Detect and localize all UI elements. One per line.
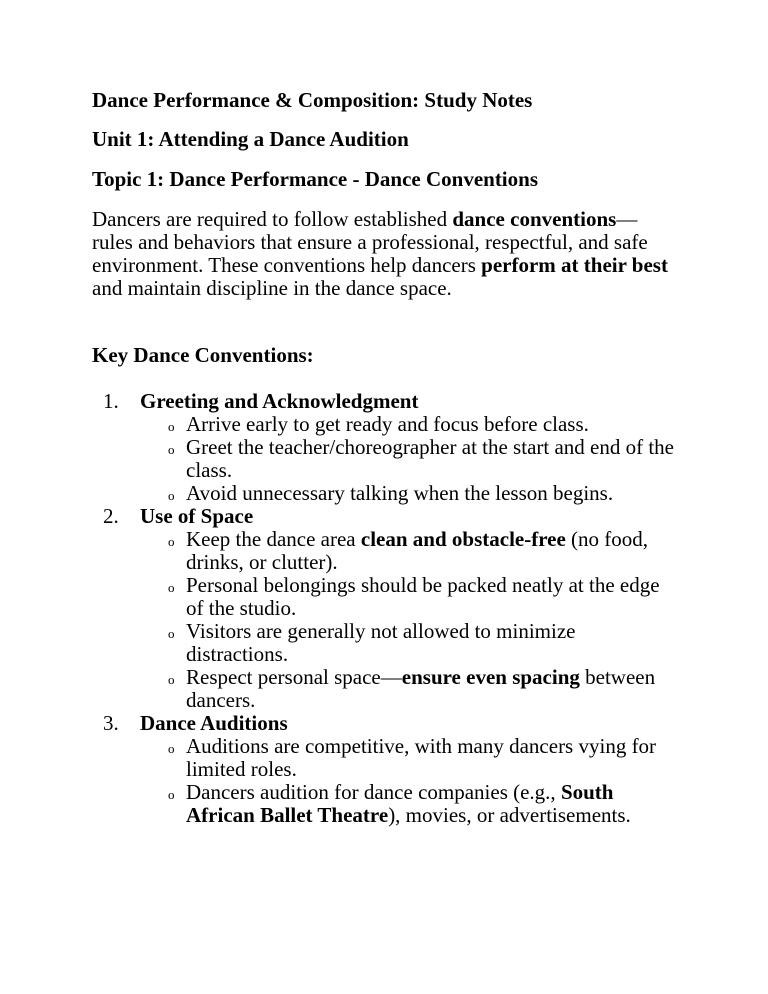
bullet-icon: o bbox=[168, 672, 175, 687]
intro-paragraph bbox=[92, 208, 676, 300]
list-item bbox=[92, 505, 682, 528]
text: Respect personal space— bbox=[186, 665, 402, 689]
text: Auditions are competitive, with many dancers vying for limited roles. bbox=[186, 734, 657, 781]
unit-heading: Unit 1: Attending a Dance Audition bbox=[92, 127, 409, 151]
item-number: 1. bbox=[103, 389, 119, 413]
text: Keep the dance area bbox=[186, 527, 361, 551]
bullet-icon: o bbox=[168, 442, 175, 457]
text: Dancers are required to follow established bbox=[92, 207, 453, 231]
bullet-icon: o bbox=[168, 741, 175, 756]
text: —rules and behaviors that ensure a professional, respectful, and safe environment. These conventions help dancers bbox=[92, 207, 648, 277]
sub-item bbox=[92, 735, 682, 781]
bold-term: South African Ballet Theatre bbox=[186, 780, 614, 827]
item-number: 3. bbox=[103, 711, 119, 735]
item-number: 2. bbox=[103, 504, 119, 528]
bold-term: clean and obstacle-free bbox=[360, 527, 566, 551]
sub-item bbox=[92, 574, 682, 620]
list-item bbox=[92, 390, 682, 413]
sub-item bbox=[92, 666, 682, 712]
text: Dancers audition for dance companies (e.g., bbox=[186, 780, 561, 804]
text: and maintain discipline in the dance space. bbox=[92, 276, 452, 300]
list-item bbox=[92, 712, 682, 735]
text: Avoid unnecessary talking when the lesson begins. bbox=[186, 481, 614, 505]
text: Arrive early to get ready and focus before class. bbox=[186, 412, 589, 436]
item-title: Dance Auditions bbox=[140, 711, 288, 735]
sub-item bbox=[92, 781, 682, 827]
text: (no food, drinks, or clutter). bbox=[186, 527, 649, 574]
text: ), movies, or advertisements. bbox=[388, 803, 631, 827]
item-title: Use of Space bbox=[140, 504, 254, 528]
topic-heading: Topic 1: Dance Performance - Dance Conventions bbox=[92, 167, 538, 191]
conventions-list bbox=[92, 390, 682, 827]
text: Visitors are generally not allowed to minimize distractions. bbox=[186, 619, 576, 666]
bullet-icon: o bbox=[168, 580, 175, 595]
bullet-icon: o bbox=[168, 534, 175, 549]
text: between dancers. bbox=[186, 665, 656, 712]
bullet-icon: o bbox=[168, 626, 175, 641]
sub-item bbox=[92, 436, 682, 482]
bullet-icon: o bbox=[168, 787, 175, 802]
sub-item bbox=[92, 620, 682, 666]
bullet-icon: o bbox=[168, 419, 175, 434]
text: Personal belongings should be packed neatly at the edge of the studio. bbox=[186, 573, 660, 620]
sub-item bbox=[92, 528, 682, 574]
bullet-icon: o bbox=[168, 488, 175, 503]
bold-term: perform at their best bbox=[481, 253, 668, 277]
bold-term: dance conventions bbox=[452, 207, 617, 231]
text: Greet the teacher/choreographer at the start and end of the class. bbox=[186, 435, 675, 482]
document-title: Dance Performance & Composition: Study Notes bbox=[92, 88, 533, 112]
sub-item bbox=[92, 413, 682, 436]
sub-item bbox=[92, 482, 682, 505]
bold-term: ensure even spacing bbox=[401, 665, 580, 689]
item-title: Greeting and Acknowledgment bbox=[140, 389, 419, 413]
key-conventions-heading: Key Dance Conventions: bbox=[92, 343, 314, 367]
